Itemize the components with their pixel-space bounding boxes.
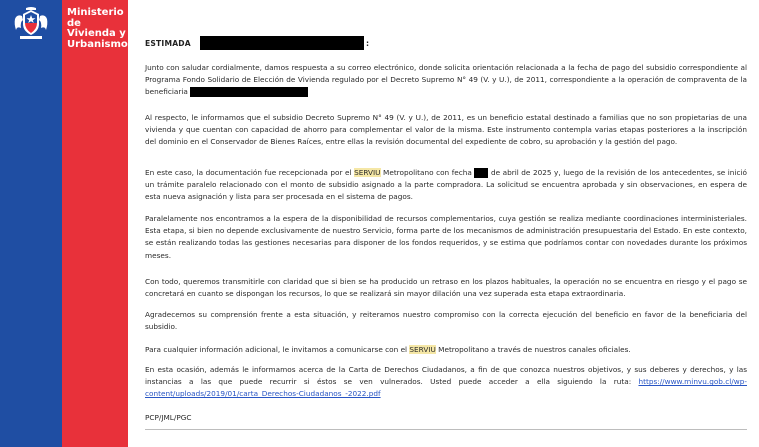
paragraph-case-status (145, 167, 747, 204)
paragraph-rights-charter (145, 364, 747, 401)
case-status-text-b: Metropolitano con fecha (383, 168, 472, 177)
ministry-name (67, 8, 127, 50)
signature-initials: PCP/JML/PGC (145, 413, 192, 422)
paragraph-thanks: Agradecemos su comprensión frente a esta situación, y reiteramos nuestro compromiso con la correcta ejecución del beneficio en favor de la beneficiaria del subsidio. (145, 310, 747, 332)
coat-of-arms-icon (12, 6, 50, 44)
case-status-text-a: En este caso, la documentación fue recepcionada por el (145, 168, 352, 177)
footer-divider (145, 429, 747, 430)
serviu-highlight: SERVIU (354, 168, 381, 177)
rights-charter-link[interactable]: https://www.minvu.gob.cl/wp-content/uploads/2019/01/carta_Derechos-Ciudadanos_-2022.pdf (145, 377, 747, 399)
paragraph-assurance: Con todo, queremos transmitirle con claridad que si bien se ha producido un retraso en los plazos habituales, la operación no se encuentra en riesgo y el pago se concretará en cuanto se dispongan los recursos, lo que se realizará sin mayor dilación una vez superada esta etapa extraordinaria. (145, 277, 747, 299)
ministry-line-2: Vivienda y (67, 28, 126, 39)
paragraph-intro (145, 62, 747, 99)
paragraph-contact (145, 344, 747, 356)
case-status-text-c: de abril de 2025 y, luego de la revisión de los antecedentes, se inició un trámite paralelo relacionado con el monto de subsidio asignado a la parte compradora. La solicitud se encuentra aprobada y sin observaciones, en espera de esta nueva asignación y lista para ser procesada en el sistema de pagos. (145, 168, 747, 202)
paragraph-intro-text: Junto con saludar cordialmente, damos respuesta a su correo electrónico, donde solicita orientación relacionada a la fecha de pago del subsidio correspondiente al Programa Fondo Solidario de Elección de Vivienda regulado por el Decreto Supremo N° 49 (V. y U.), de 2011, correspondiente a la operación de compraventa de la beneficiaria (145, 63, 747, 97)
paragraph-resources: Paralelamente nos encontramos a la espera de la disponibilidad de recursos complementarios, cuya gestión se realiza mediante coordinaciones interministeriales. Esta etapa, si bien no depende exclusivamente de nuestro Servicio, forma parte de los mecanismos de administración presupuestaria del Estado. En este contexto, se están realizando todas las gestiones necesarias para disponer de los fondos requeridos, y se estima que podríamos contar con novedades durante los próximos meses. (145, 214, 747, 260)
redacted-recipient-name (200, 36, 364, 50)
greeting-colon: : (366, 39, 370, 48)
sidebar-red-band (62, 0, 128, 447)
redacted-beneficiary-name (190, 87, 308, 97)
letter-body (145, 0, 749, 447)
ministry-sidebar (0, 0, 128, 447)
ministry-line-3: Urbanismo (67, 38, 128, 50)
redacted-day (474, 168, 488, 178)
contact-text-b: Metropolitano a través de nuestros canales oficiales. (438, 345, 631, 354)
greeting: ESTIMADA (145, 39, 191, 48)
serviu-highlight-2: SERVIU (409, 345, 436, 354)
contact-text-a: Para cualquier información adicional, le invitamos a comunicarse con el (145, 345, 408, 354)
sidebar-blue-band (0, 0, 62, 447)
rights-charter-text: En esta ocasión, además le informamos acerca de la Carta de Derechos Ciudadanos, a fin de que conozca nuestros objetivos, y sus deberes y derechos, y las instancias a las que puede recurrir si éstos se ven vulnerados. Usted puede acceder a ella siguiendo la ruta: (145, 365, 747, 387)
ministry-line-1: Ministerio de (67, 7, 124, 29)
paragraph-subsidy-info: Al respecto, le informamos que el subsidio Decreto Supremo N° 49 (V. y U.), de 2011, es un beneficio estatal destinado a familias que no son propietarias de una vivienda y que cuentan con capacidad de ahorro para complementar el valor de la misma. Este instrumento contempla varias etapas posteriores a la inscripción del dominio en el Conservador de Bienes Raíces, entre ellas la revisión documental del expediente de cobro, su aprobación y la gestión del pago. (145, 113, 747, 147)
